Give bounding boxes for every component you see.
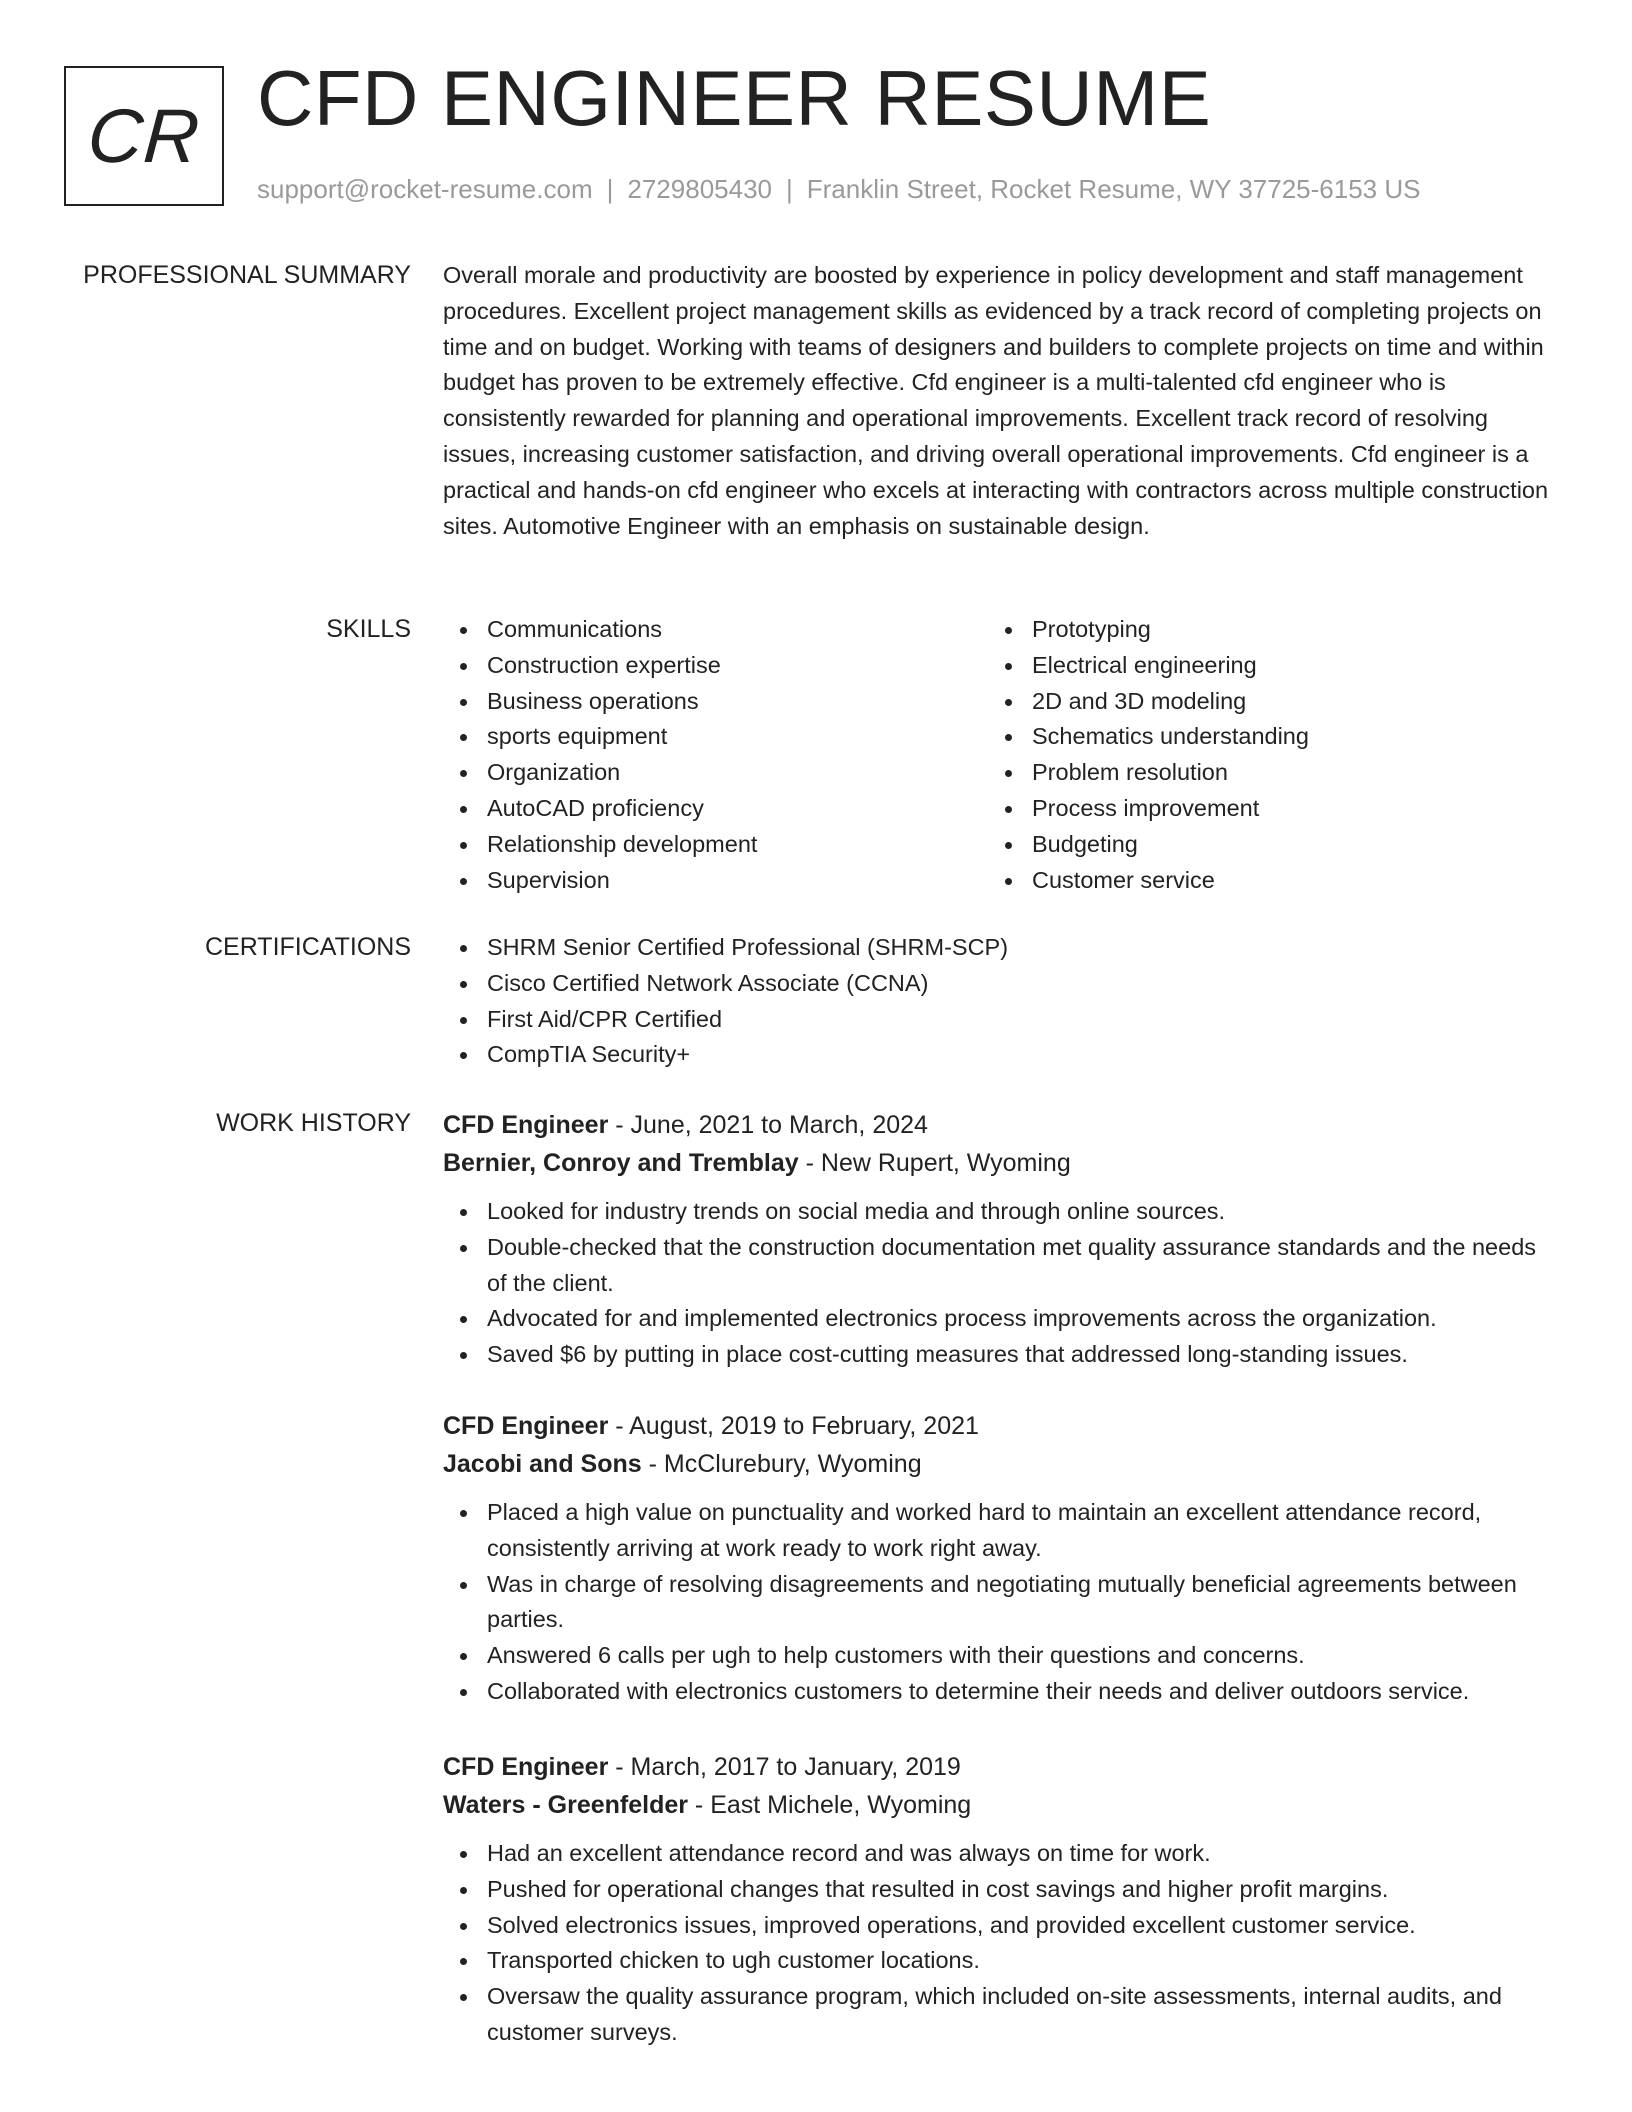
skills-grid bbox=[443, 612, 1553, 898]
skill-item: Process improvement bbox=[988, 791, 1533, 827]
job-entry bbox=[443, 1748, 1553, 2051]
skill-item: Business operations bbox=[443, 684, 988, 720]
job-bullet: Saved $6 by putting in place cost-cutting measures that addressed long-standing issues. bbox=[443, 1337, 1553, 1373]
section-title-summary: PROFESSIONAL SUMMARY bbox=[83, 261, 411, 289]
job-bullet: Placed a high value on punctuality and worked hard to maintain an excellent attendance record, consistently arriving at work ready to work right away. bbox=[443, 1495, 1553, 1567]
job-role: CFD Engineer bbox=[443, 1412, 609, 1440]
contact-email[interactable]: support@rocket-resume.com bbox=[257, 174, 593, 204]
skill-item: AutoCAD proficiency bbox=[443, 791, 988, 827]
skills-list-right bbox=[988, 612, 1533, 898]
work-history-body bbox=[443, 1106, 1553, 2045]
job-bullet: Pushed for operational changes that resulted in cost savings and higher profit margins. bbox=[443, 1872, 1553, 1908]
job-bullet: Answered 6 calls per ugh to help customers with their questions and concerns. bbox=[443, 1638, 1553, 1674]
certifications-body bbox=[443, 930, 1553, 1073]
job-location: - East Michele, Wyoming bbox=[687, 1791, 972, 1819]
job-company: Waters - Greenfelder bbox=[443, 1791, 688, 1819]
job-bullets bbox=[443, 1495, 1553, 1710]
job-company: Jacobi and Sons bbox=[443, 1450, 642, 1478]
section-title-certifications: CERTIFICATIONS bbox=[204, 933, 411, 961]
section-title-work-history: WORK HISTORY bbox=[216, 1109, 411, 1137]
contact-line bbox=[257, 172, 1420, 206]
skill-item: Schematics understanding bbox=[988, 719, 1533, 755]
job-dates: - August, 2019 to February, 2021 bbox=[608, 1412, 979, 1440]
job-company: Bernier, Conroy and Tremblay bbox=[443, 1149, 799, 1177]
job-bullet: Transported chicken to ugh customer locations. bbox=[443, 1943, 1553, 1979]
skills-list-left bbox=[443, 612, 988, 898]
job-bullet: Oversaw the quality assurance program, which included on-site assessments, internal audits, and customer surveys. bbox=[443, 1979, 1553, 2051]
job-company-line bbox=[443, 1445, 1553, 1483]
job-bullet: Had an excellent attendance record and was always on time for work. bbox=[443, 1836, 1553, 1872]
contact-address: Franklin Street, Rocket Resume, WY 37725-6153 US bbox=[806, 174, 1421, 204]
summary-text: Overall morale and productivity are boosted by experience in policy development and staff management procedures. Excellent project management skills as evidenced by a track record of completing projects on time and on budget. Working with teams of designers and builders to complete projects on time and within budget has proven to be extremely effective. Cfd engineer is a multi-talented cfd engineer who is consistently rewarded for planning and operational improvements. Excellent track record of resolving issues, increasing customer satisfaction, and driving overall operational improvements. Cfd engineer is a practical and hands-on cfd engineer who excels at interacting with contractors across multiple construction sites. Automotive Engineer with an emphasis on sustainable design. bbox=[443, 262, 1549, 539]
skill-item: Communications bbox=[443, 612, 988, 648]
monogram-logo bbox=[64, 66, 224, 206]
job-bullet: Was in charge of resolving disagreements and negotiating mutually beneficial agreements between parties. bbox=[443, 1567, 1553, 1639]
skill-item: Construction expertise bbox=[443, 648, 988, 684]
skill-item: Supervision bbox=[443, 863, 988, 899]
job-entry bbox=[443, 1106, 1553, 1373]
contact-separator: | bbox=[606, 174, 614, 204]
contact-phone[interactable]: 2729805430 bbox=[627, 174, 772, 204]
skill-item: Prototyping bbox=[988, 612, 1533, 648]
section-title-skills: SKILLS bbox=[326, 615, 411, 643]
job-location: - New Rupert, Wyoming bbox=[798, 1149, 1071, 1177]
certification-item: CompTIA Security+ bbox=[443, 1037, 1553, 1073]
resume-title: CFD ENGINEER RESUME bbox=[257, 54, 1212, 142]
skill-item: Customer service bbox=[988, 863, 1533, 899]
job-company-line bbox=[443, 1144, 1553, 1182]
certification-item: SHRM Senior Certified Professional (SHRM-SCP) bbox=[443, 930, 1553, 966]
contact-separator: | bbox=[786, 174, 793, 204]
skill-item: Organization bbox=[443, 755, 988, 791]
job-title-line bbox=[443, 1407, 1553, 1445]
skill-item: Electrical engineering bbox=[988, 648, 1533, 684]
job-bullet: Advocated for and implemented electronics process improvements across the organization. bbox=[443, 1301, 1553, 1337]
job-bullet: Double-checked that the construction documentation met quality assurance standards and the needs of the client. bbox=[443, 1230, 1553, 1302]
job-bullets bbox=[443, 1194, 1553, 1373]
job-dates: - March, 2017 to January, 2019 bbox=[608, 1753, 961, 1781]
job-location: - McClurebury, Wyoming bbox=[641, 1450, 922, 1478]
job-title-line bbox=[443, 1748, 1553, 1786]
job-bullets bbox=[443, 1836, 1553, 2051]
skill-item: Problem resolution bbox=[988, 755, 1533, 791]
skill-item: 2D and 3D modeling bbox=[988, 684, 1533, 720]
skill-item: Budgeting bbox=[988, 827, 1533, 863]
job-bullet: Solved electronics issues, improved operations, and provided excellent customer service. bbox=[443, 1908, 1553, 1944]
job-bullet: Looked for industry trends on social media and through online sources. bbox=[443, 1194, 1553, 1230]
job-title-line bbox=[443, 1106, 1553, 1144]
certifications-list bbox=[443, 930, 1553, 1073]
skill-item: Relationship development bbox=[443, 827, 988, 863]
job-role: CFD Engineer bbox=[443, 1753, 609, 1781]
job-role: CFD Engineer bbox=[443, 1111, 609, 1139]
job-dates: - June, 2021 to March, 2024 bbox=[608, 1111, 928, 1139]
certification-item: Cisco Certified Network Associate (CCNA) bbox=[443, 966, 1553, 1002]
job-entry bbox=[443, 1407, 1553, 1710]
job-company-line bbox=[443, 1786, 1553, 1824]
job-bullet: Collaborated with electronics customers to determine their needs and deliver outdoors service. bbox=[443, 1674, 1553, 1710]
skill-item: sports equipment bbox=[443, 719, 988, 755]
certification-item: First Aid/CPR Certified bbox=[443, 1002, 1553, 1038]
summary-body bbox=[443, 258, 1553, 544]
monogram-initials: CR bbox=[85, 93, 203, 179]
